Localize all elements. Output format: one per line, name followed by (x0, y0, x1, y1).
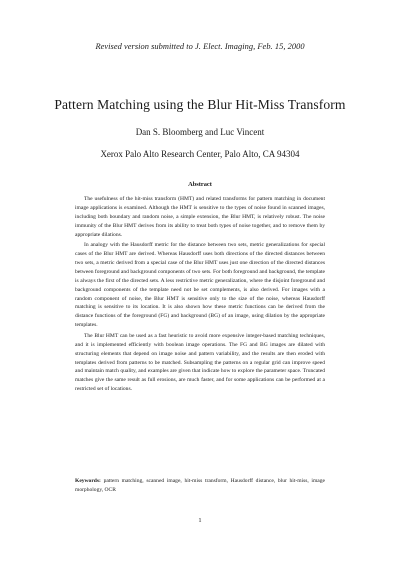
abstract-paragraph-3: The Blur HMT can be used as a fast heuristic to avoid more expensive integer-based matching techniques, and it is implemented efficiently with boolean image operations. The FG and BG images are dilated with structuring elements that depend on image noise and pattern variability, and the results are then eroded with templates derived from patterns to be matched. Subsampling the patterns on a regular grid can improve speed and maintain match quality, and examples are given that indicate how to explore the parameter space. Truncated matches give the same result as full erosions, are much faster, and for some applications can be performed at a restricted set of locations. (75, 332, 325, 393)
abstract-paragraph-1: The usefulness of the hit-miss transform (HMT) and related transforms for pattern matching in document image applications is examined. Although the HMT is sensitive to the types of noise found in scanned images, including both boundary and random noise, a simple extension, the Blur HMT, is relatively robust. The noise immunity of the Blur HMT derives from its ability to treat both types of noise together, and to remove them by appropriate dilations. (75, 196, 325, 238)
paper-authors: Dan S. Bloomberg and Luc Vincent (135, 127, 265, 137)
submission-note: Revised version submitted to J. Elect. Imaging, Feb. 15, 2000 (95, 42, 305, 51)
keywords-label: Keywords: (75, 478, 101, 484)
keywords-text: pattern matching, scanned image, hit-miss transform, Hausdorff distance, blur hit-miss, image morphology, OCR (75, 478, 325, 493)
abstract-body (75, 195, 325, 396)
abstract-paragraph-2: In analogy with the Hausdorff metric for the distance between two sets, metric generalizations for special cases of the Blur HMT are derived. Whereas Hausdorff uses both directions of the directed distances between two sets, a metric derived from a special case of the Blur HMT uses just one direction of the directed distances between foreground and background components of two sets. For both foreground and background, the template is always the first of the directed sets. A less restrictive metric generalization, where the disjoint foreground and background components of the template need not be set complements, is also derived. For images with a random component of noise, the Blur HMT is sensitive only to the size of the noise, whereas Hausdorff matching is sensitive to its location. It is also shown how these metric functions can be derived from the distance functions of the foreground (FG) and background (BG) of an image, using dilation by the appropriate templates. (75, 242, 325, 329)
paper-title: Pattern Matching using the Blur Hit-Miss Transform (54, 97, 346, 112)
keywords-section (75, 477, 325, 495)
page-number: 1 (198, 517, 202, 524)
abstract-heading: Abstract (188, 181, 212, 188)
paper-affiliation: Xerox Palo Alto Research Center, Palo Alto, CA 94304 (100, 149, 300, 159)
